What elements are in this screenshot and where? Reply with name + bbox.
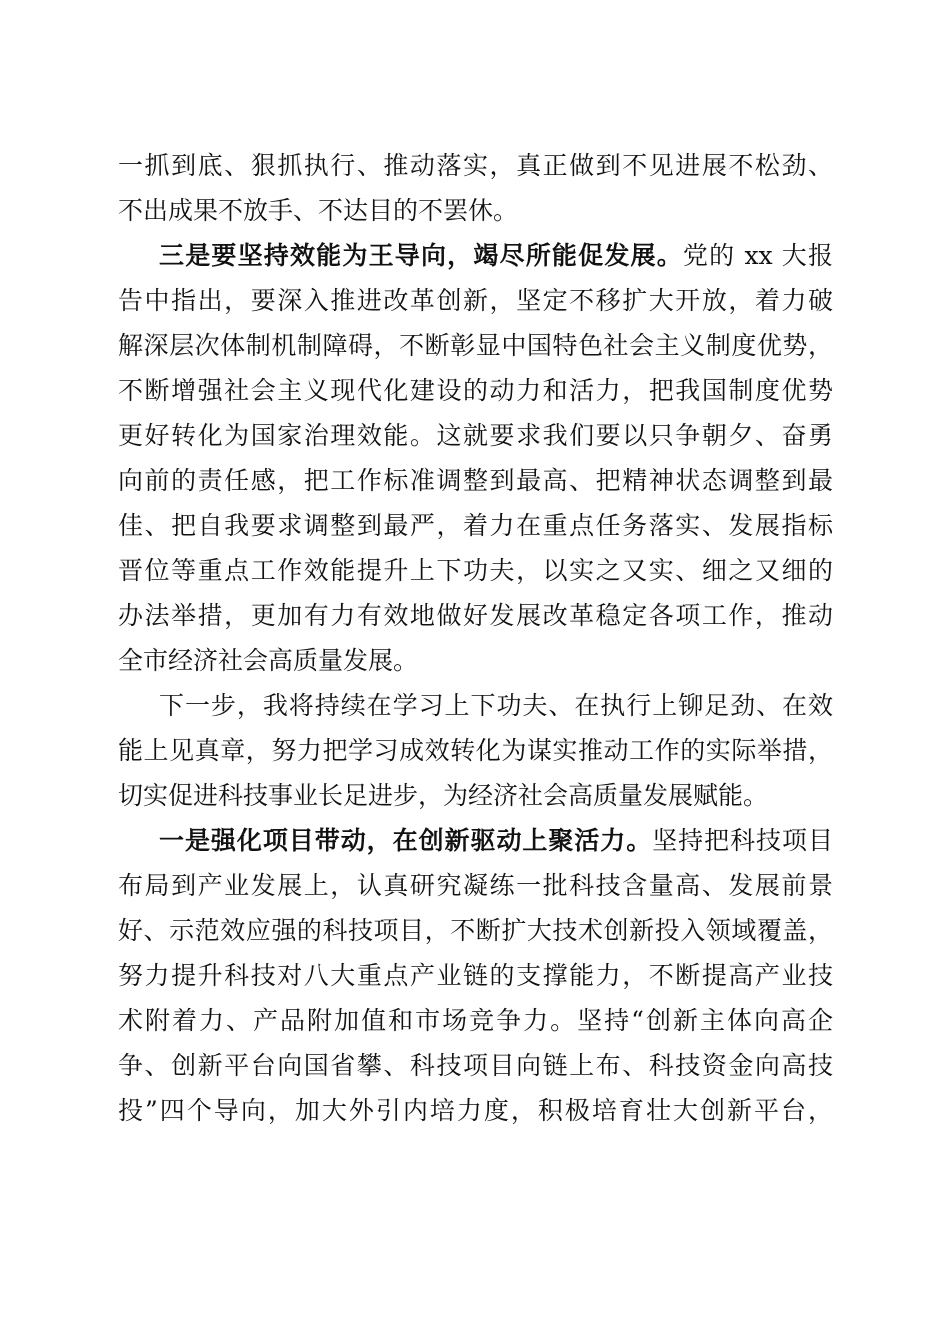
body-text: 不断增强社会主义现代化建设的动力和活力，把我国制度优势 [118, 376, 833, 405]
text-line [118, 773, 833, 818]
body-text: 党的 xx 大报 [682, 241, 833, 270]
body-text: 能上见真章，努力把学习成效转化为谋实推动工作的实际举措， [118, 736, 833, 765]
body-text: 不出成果不放手、不达目的不罢休。 [118, 196, 519, 225]
text-line [118, 818, 833, 863]
text-line [118, 593, 833, 638]
text-line [118, 413, 833, 458]
text-line [118, 503, 833, 548]
body-text: 办法举措，更加有力有效地做好发展改革稳定各项工作，推动 [118, 601, 833, 630]
text-line [118, 458, 833, 503]
text-line [118, 368, 833, 413]
body-text: 告中指出，要深入推进改革创新，坚定不移扩大开放，着力破 [118, 286, 833, 315]
text-line [118, 1088, 833, 1133]
body-text: 晋位等重点工作效能提升上下功夫，以实之又实、细之又细的 [118, 556, 833, 585]
text-line [118, 233, 833, 278]
body-text: 解深层次体制机制障碍，不断彰显中国特色社会主义制度优势， [118, 331, 833, 360]
body-text: 投”四个导向，加大外引内培力度，积极培育壮大创新平台， [118, 1096, 833, 1125]
body-text: 佳、把自我要求调整到最严，着力在重点任务落实、发展指标 [118, 511, 833, 540]
text-line [118, 1043, 833, 1088]
text-line [118, 863, 833, 908]
body-text: 切实促进科技事业长足进步，为经济社会高质量发展赋能。 [118, 781, 769, 810]
bold-heading-text: 一是强化项目带动，在创新驱动上聚活力。 [159, 826, 653, 855]
body-text: 坚持把科技项目 [652, 826, 833, 855]
text-line [118, 998, 833, 1043]
body-text: 更好转化为国家治理效能。这就要求我们要以只争朝夕、奋勇 [118, 421, 833, 450]
body-text: 好、示范效应强的科技项目，不断扩大技术创新投入领域覆盖， [118, 916, 833, 945]
text-line [118, 278, 833, 323]
body-text: 下一步，我将持续在学习上下功夫、在执行上铆足劲、在效 [159, 691, 833, 720]
text-line [118, 323, 833, 368]
document-body [118, 143, 833, 1133]
body-text: 术附着力、产品附加值和市场竞争力。坚持“创新主体向高企 [118, 1006, 833, 1035]
text-line [118, 188, 833, 233]
body-text: 布局到产业发展上，认真研究凝练一批科技含量高、发展前景 [118, 871, 833, 900]
body-text: 一抓到底、狠抓执行、推动落实，真正做到不见进展不松劲、 [118, 151, 833, 180]
text-line [118, 728, 833, 773]
text-line [118, 908, 833, 953]
text-line [118, 953, 833, 998]
bold-heading-text: 三是要坚持效能为王导向，竭尽所能促发展。 [159, 241, 683, 270]
text-line [118, 548, 833, 593]
text-line [118, 143, 833, 188]
text-line [118, 683, 833, 728]
body-text: 向前的责任感，把工作标准调整到最高、把精神状态调整到最 [118, 466, 833, 495]
body-text: 争、创新平台向国省攀、科技项目向链上布、科技资金向高技 [118, 1051, 833, 1080]
body-text: 全市经济社会高质量发展。 [118, 646, 419, 675]
body-text: 努力提升科技对八大重点产业链的支撑能力，不断提高产业技 [118, 961, 833, 990]
text-line [118, 638, 833, 683]
